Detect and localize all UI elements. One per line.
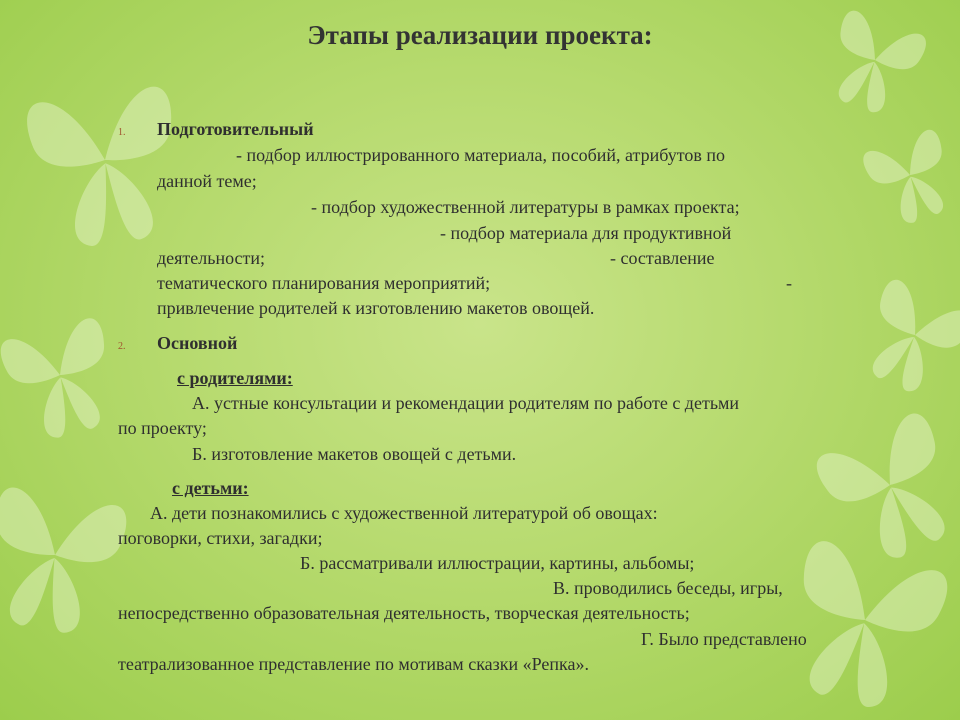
children-heading: с детьми: — [172, 478, 249, 498]
prep-line: - подбор иллюстрированного материала, пособий, атрибутов по — [236, 145, 725, 165]
prep-line: - составление — [610, 248, 715, 268]
prep-line: - — [786, 273, 792, 293]
list-marker-1: 1. — [118, 127, 126, 138]
prep-line: привлечение родителей к изготовлению макетов овощей. — [157, 298, 595, 318]
children-line: непосредственно образовательная деятельность, творческая деятельность; — [118, 603, 690, 623]
prep-line: - подбор материала для продуктивной — [440, 223, 732, 243]
children-line: театрализованное представление по мотивам сказки «Репка». — [118, 654, 589, 674]
slide-title: Этапы реализации проекта: — [307, 20, 653, 50]
stage-heading-preparatory: Подготовительный — [157, 119, 314, 139]
parents-line: Б. изготовление макетов овощей с детьми. — [192, 444, 517, 464]
prep-line: - подбор художественной литературы в рамках проекта; — [311, 197, 740, 217]
children-line: А. дети познакомились с художественной литературой об овощах: — [150, 503, 658, 523]
children-line: поговорки, стихи, загадки; — [118, 528, 323, 548]
parents-line: по проекту; — [118, 418, 207, 438]
parents-heading: с родителями: — [177, 368, 293, 388]
children-line: Г. Было представлено — [641, 629, 807, 649]
children-line: Б. рассматривали иллюстрации, картины, альбомы; — [300, 553, 695, 573]
prep-line: данной теме; — [157, 171, 257, 191]
prep-line: деятельности; — [157, 248, 266, 268]
parents-line: А. устные консультации и рекомендации родителям по работе с детьми — [192, 393, 740, 413]
stage-heading-main: Основной — [157, 333, 238, 353]
prep-line: тематического планирования мероприятий; — [157, 273, 491, 293]
children-line: В. проводились беседы, игры, — [553, 578, 783, 598]
list-marker-2: 2. — [118, 341, 126, 352]
